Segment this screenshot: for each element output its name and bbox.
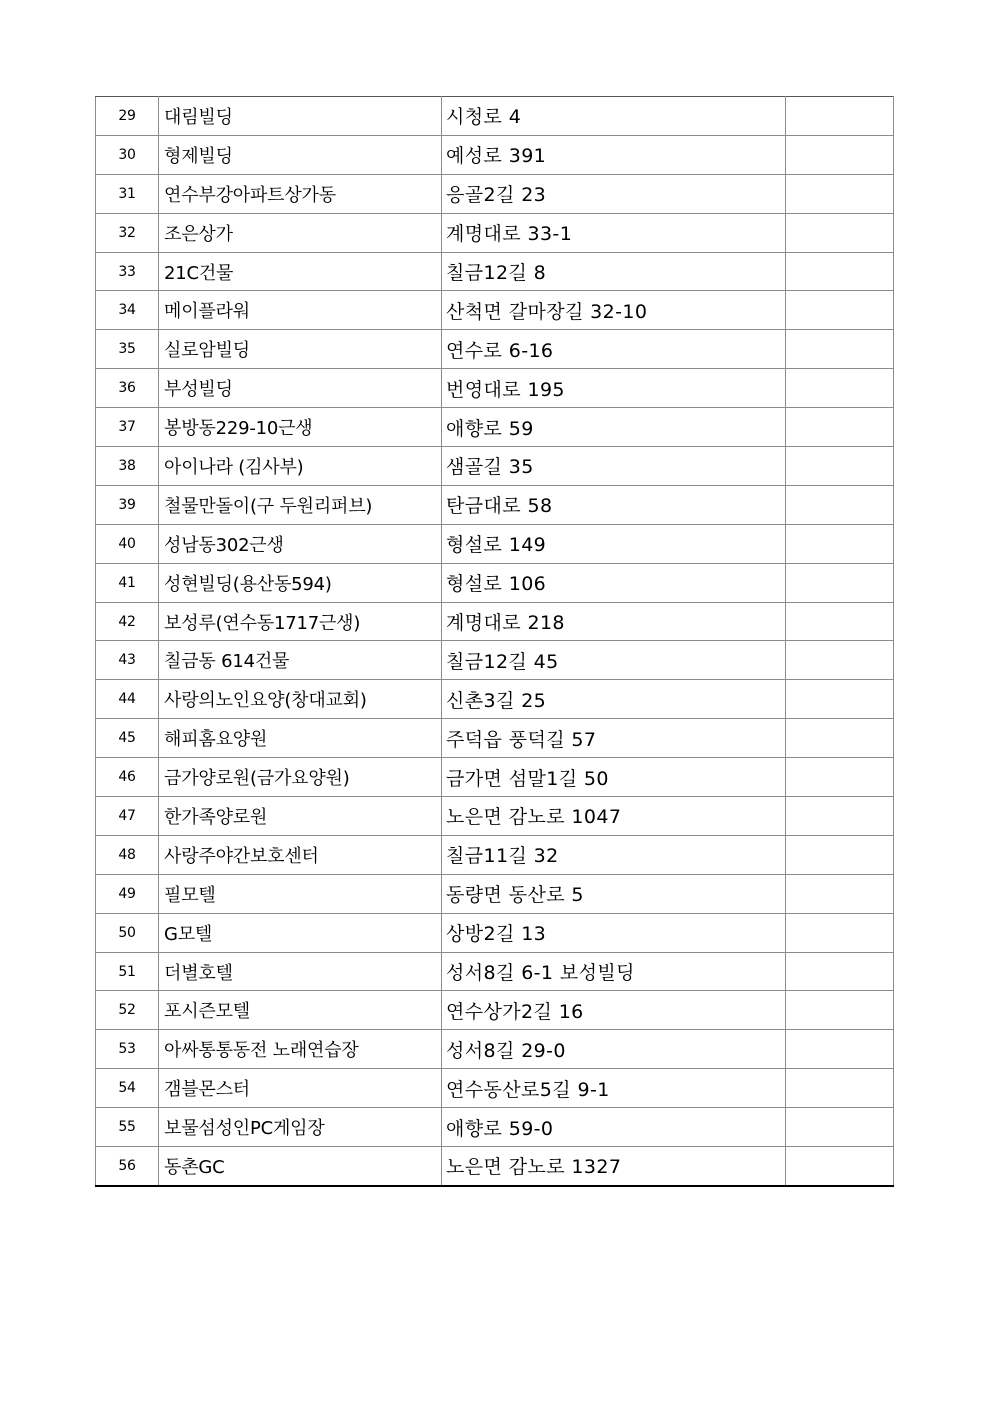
row-number-cell: 45 [96, 719, 159, 758]
note-cell [786, 447, 894, 486]
table-row [96, 797, 894, 836]
address-cell: 연수로 6-16 [442, 330, 786, 369]
address-cell: 성서8길 6-1 보성빌딩 [442, 952, 786, 991]
address-cell: 산척면 갈마장길 32-10 [442, 291, 786, 330]
row-number-cell: 35 [96, 330, 159, 369]
address-cell: 번영대로 195 [442, 369, 786, 408]
table-row [96, 97, 894, 136]
note-cell [786, 719, 894, 758]
row-number-cell: 56 [96, 1147, 159, 1186]
address-cell: 금가면 섬말1길 50 [442, 758, 786, 797]
row-number-cell: 38 [96, 447, 159, 486]
address-cell: 연수동산로5길 9-1 [442, 1069, 786, 1108]
table-row [96, 213, 894, 252]
note-cell [786, 330, 894, 369]
note-cell [786, 991, 894, 1030]
note-cell [786, 97, 894, 136]
table-row [96, 485, 894, 524]
table-row [96, 991, 894, 1030]
address-cell: 애향로 59 [442, 408, 786, 447]
note-cell [786, 369, 894, 408]
table-row [96, 680, 894, 719]
table-row [96, 524, 894, 563]
note-cell [786, 174, 894, 213]
facility-name-cell: 동촌GC [159, 1147, 442, 1186]
note-cell [786, 524, 894, 563]
row-number-cell: 48 [96, 835, 159, 874]
address-cell: 신촌3길 25 [442, 680, 786, 719]
facility-name-cell: 사랑주야간보호센터 [159, 835, 442, 874]
note-cell [786, 1069, 894, 1108]
row-number-cell: 33 [96, 252, 159, 291]
address-cell: 탄금대로 58 [442, 485, 786, 524]
table-row [96, 719, 894, 758]
row-number-cell: 39 [96, 485, 159, 524]
facility-name-cell: 아싸통통동전 노래연습장 [159, 1030, 442, 1069]
table-row [96, 835, 894, 874]
facility-name-cell: 한가족양로원 [159, 797, 442, 836]
row-number-cell: 46 [96, 758, 159, 797]
note-cell [786, 641, 894, 680]
facility-name-cell: 실로암빌딩 [159, 330, 442, 369]
table-row [96, 1147, 894, 1186]
address-cell: 연수상가2길 16 [442, 991, 786, 1030]
note-cell [786, 1108, 894, 1147]
row-number-cell: 53 [96, 1030, 159, 1069]
note-cell [786, 680, 894, 719]
table-row [96, 602, 894, 641]
note-cell [786, 835, 894, 874]
address-cell: 샘골길 35 [442, 447, 786, 486]
facility-name-cell: G모텔 [159, 913, 442, 952]
address-cell: 성서8길 29-0 [442, 1030, 786, 1069]
row-number-cell: 47 [96, 797, 159, 836]
facility-name-cell: 대림빌딩 [159, 97, 442, 136]
row-number-cell: 44 [96, 680, 159, 719]
table-row [96, 913, 894, 952]
facility-name-cell: 봉방동229-10근생 [159, 408, 442, 447]
facility-name-cell: 철물만돌이(구 두원리퍼브) [159, 485, 442, 524]
row-number-cell: 32 [96, 213, 159, 252]
row-number-cell: 43 [96, 641, 159, 680]
address-cell: 동량면 동산로 5 [442, 874, 786, 913]
table-row [96, 369, 894, 408]
address-cell: 노은면 감노로 1327 [442, 1147, 786, 1186]
row-number-cell: 29 [96, 97, 159, 136]
table-row [96, 291, 894, 330]
facility-name-cell: 메이플라워 [159, 291, 442, 330]
table-row [96, 330, 894, 369]
facility-name-cell: 칠금동 614건물 [159, 641, 442, 680]
note-cell [786, 1030, 894, 1069]
facility-name-cell: 보성루(연수동1717근생) [159, 602, 442, 641]
table-row [96, 641, 894, 680]
table-row [96, 408, 894, 447]
address-cell: 주덕읍 풍덕길 57 [442, 719, 786, 758]
table-row [96, 174, 894, 213]
row-number-cell: 42 [96, 602, 159, 641]
facility-name-cell: 해피홈요양원 [159, 719, 442, 758]
address-cell: 노은면 감노로 1047 [442, 797, 786, 836]
note-cell [786, 602, 894, 641]
address-cell: 예성로 391 [442, 135, 786, 174]
table-row [96, 135, 894, 174]
row-number-cell: 51 [96, 952, 159, 991]
note-cell [786, 874, 894, 913]
address-cell: 애향로 59-0 [442, 1108, 786, 1147]
note-cell [786, 291, 894, 330]
table-row [96, 758, 894, 797]
note-cell [786, 1147, 894, 1186]
address-cell: 시청로 4 [442, 97, 786, 136]
address-cell: 칠금12길 45 [442, 641, 786, 680]
facility-name-cell: 보물섬성인PC게임장 [159, 1108, 442, 1147]
note-cell [786, 952, 894, 991]
table-row [96, 1069, 894, 1108]
table-row [96, 952, 894, 991]
address-cell: 계명대로 218 [442, 602, 786, 641]
address-cell: 칠금12길 8 [442, 252, 786, 291]
note-cell [786, 797, 894, 836]
facility-table [95, 96, 894, 1187]
row-number-cell: 30 [96, 135, 159, 174]
table-row [96, 563, 894, 602]
facility-name-cell: 포시즌모텔 [159, 991, 442, 1030]
address-cell: 형설로 106 [442, 563, 786, 602]
address-cell: 칠금11길 32 [442, 835, 786, 874]
row-number-cell: 40 [96, 524, 159, 563]
table-row [96, 252, 894, 291]
row-number-cell: 54 [96, 1069, 159, 1108]
facility-name-cell: 사랑의노인요양(창대교회) [159, 680, 442, 719]
note-cell [786, 485, 894, 524]
facility-name-cell: 부성빌딩 [159, 369, 442, 408]
row-number-cell: 34 [96, 291, 159, 330]
row-number-cell: 37 [96, 408, 159, 447]
table-row [96, 447, 894, 486]
table-body [96, 97, 894, 1186]
note-cell [786, 252, 894, 291]
facility-name-cell: 연수부강아파트상가동 [159, 174, 442, 213]
facility-name-cell: 갬블몬스터 [159, 1069, 442, 1108]
table-row [96, 1108, 894, 1147]
note-cell [786, 135, 894, 174]
note-cell [786, 213, 894, 252]
facility-name-cell: 금가양로원(금가요양원) [159, 758, 442, 797]
facility-name-cell: 아이나라 (김사부) [159, 447, 442, 486]
row-number-cell: 49 [96, 874, 159, 913]
row-number-cell: 41 [96, 563, 159, 602]
note-cell [786, 758, 894, 797]
row-number-cell: 52 [96, 991, 159, 1030]
facility-name-cell: 성현빌딩(용산동594) [159, 563, 442, 602]
row-number-cell: 36 [96, 369, 159, 408]
facility-name-cell: 조은상가 [159, 213, 442, 252]
address-cell: 형설로 149 [442, 524, 786, 563]
facility-name-cell: 성남동302근생 [159, 524, 442, 563]
table-row [96, 874, 894, 913]
address-cell: 계명대로 33-1 [442, 213, 786, 252]
row-number-cell: 55 [96, 1108, 159, 1147]
address-cell: 응골2길 23 [442, 174, 786, 213]
row-number-cell: 31 [96, 174, 159, 213]
note-cell [786, 408, 894, 447]
facility-name-cell: 형제빌딩 [159, 135, 442, 174]
address-cell: 상방2길 13 [442, 913, 786, 952]
row-number-cell: 50 [96, 913, 159, 952]
note-cell [786, 913, 894, 952]
note-cell [786, 563, 894, 602]
table-row [96, 1030, 894, 1069]
facility-name-cell: 21C건물 [159, 252, 442, 291]
facility-name-cell: 더별호텔 [159, 952, 442, 991]
facility-name-cell: 필모텔 [159, 874, 442, 913]
